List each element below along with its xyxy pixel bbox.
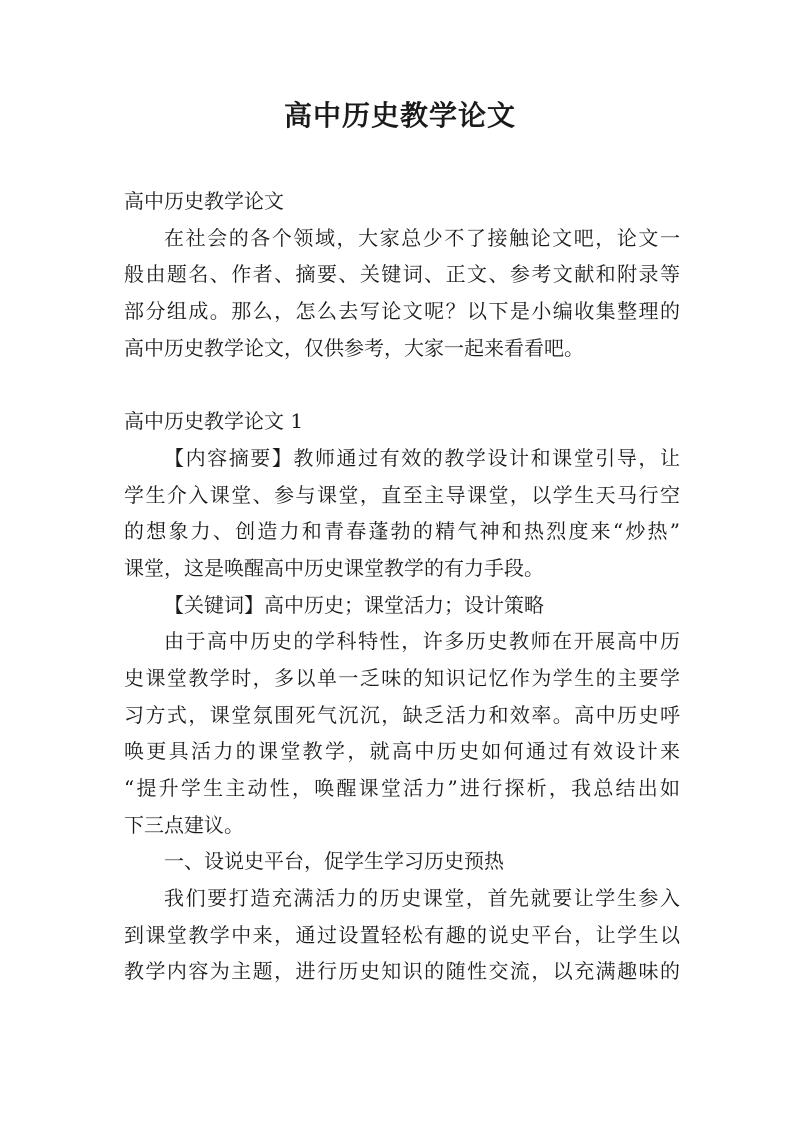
paragraph-line: “提升学生主动性，唤醒课堂活力”进行探析，我总结出如: [124, 776, 680, 800]
section-heading: 高中历史教学论文: [124, 189, 284, 213]
paragraph-line: 高中历史教学论文，仅供参考，大家一起来看看吧。: [124, 335, 584, 360]
section-heading: 高中历史教学论文 1: [124, 409, 304, 434]
paragraph-line: 部分组成。那么，怎么去写论文呢？以下是小编收集整理的: [124, 299, 680, 324]
abstract-line: 的想象力、创造力和青春蓬勃的精气神和热烈度来“炒热”: [124, 519, 680, 544]
paragraph-line: 在社会的各个领域，大家总少不了接触论文吧，论文一: [164, 225, 680, 250]
subsection-heading: 一、设说史平台，促学生学习历史预热: [164, 849, 504, 874]
paragraph-line: 史课堂教学时，多以单一乏味的知识记忆作为学生的主要学: [124, 665, 680, 690]
paragraph-line: 由于高中历史的学科特性，许多历史教师在开展高中历: [164, 629, 680, 654]
document-body: [124, 183, 680, 990]
abstract-line: 【内容摘要】教师通过有效的教学设计和课堂引导，让: [164, 445, 680, 470]
paragraph-line: 唤更具活力的课堂教学，就高中历史如何通过有效设计来: [124, 739, 680, 764]
paragraph-line: 教学内容为主题，进行历史知识的随性交流，以充满趣味的: [124, 959, 680, 984]
blank-line: [124, 366, 680, 403]
paragraph-line: 般由题名、作者、摘要、关键词、正文、参考文献和附录等: [124, 262, 680, 287]
paragraph-line: 习方式，课堂氛围死气沉沉，缺乏活力和效率。高中历史呼: [124, 702, 680, 727]
abstract-line: 课堂，这是唤醒高中历史课堂教学的有力手段。: [124, 555, 544, 580]
paragraph-line: 到课堂教学中来，通过设置轻松有趣的说史平台，让学生以: [124, 922, 680, 947]
abstract-line: 学生介入课堂、参与课堂，直至主导课堂，以学生天马行空: [124, 482, 680, 507]
paragraph-line: 下三点建议。: [124, 812, 244, 837]
paragraph-line: 我们要打造充满活力的历史课堂，首先就要让学生参入: [164, 886, 680, 911]
page-title: 高中历史教学论文: [283, 99, 516, 132]
keywords-line: 【关键词】高中历史；课堂活力；设计策略: [164, 592, 544, 617]
